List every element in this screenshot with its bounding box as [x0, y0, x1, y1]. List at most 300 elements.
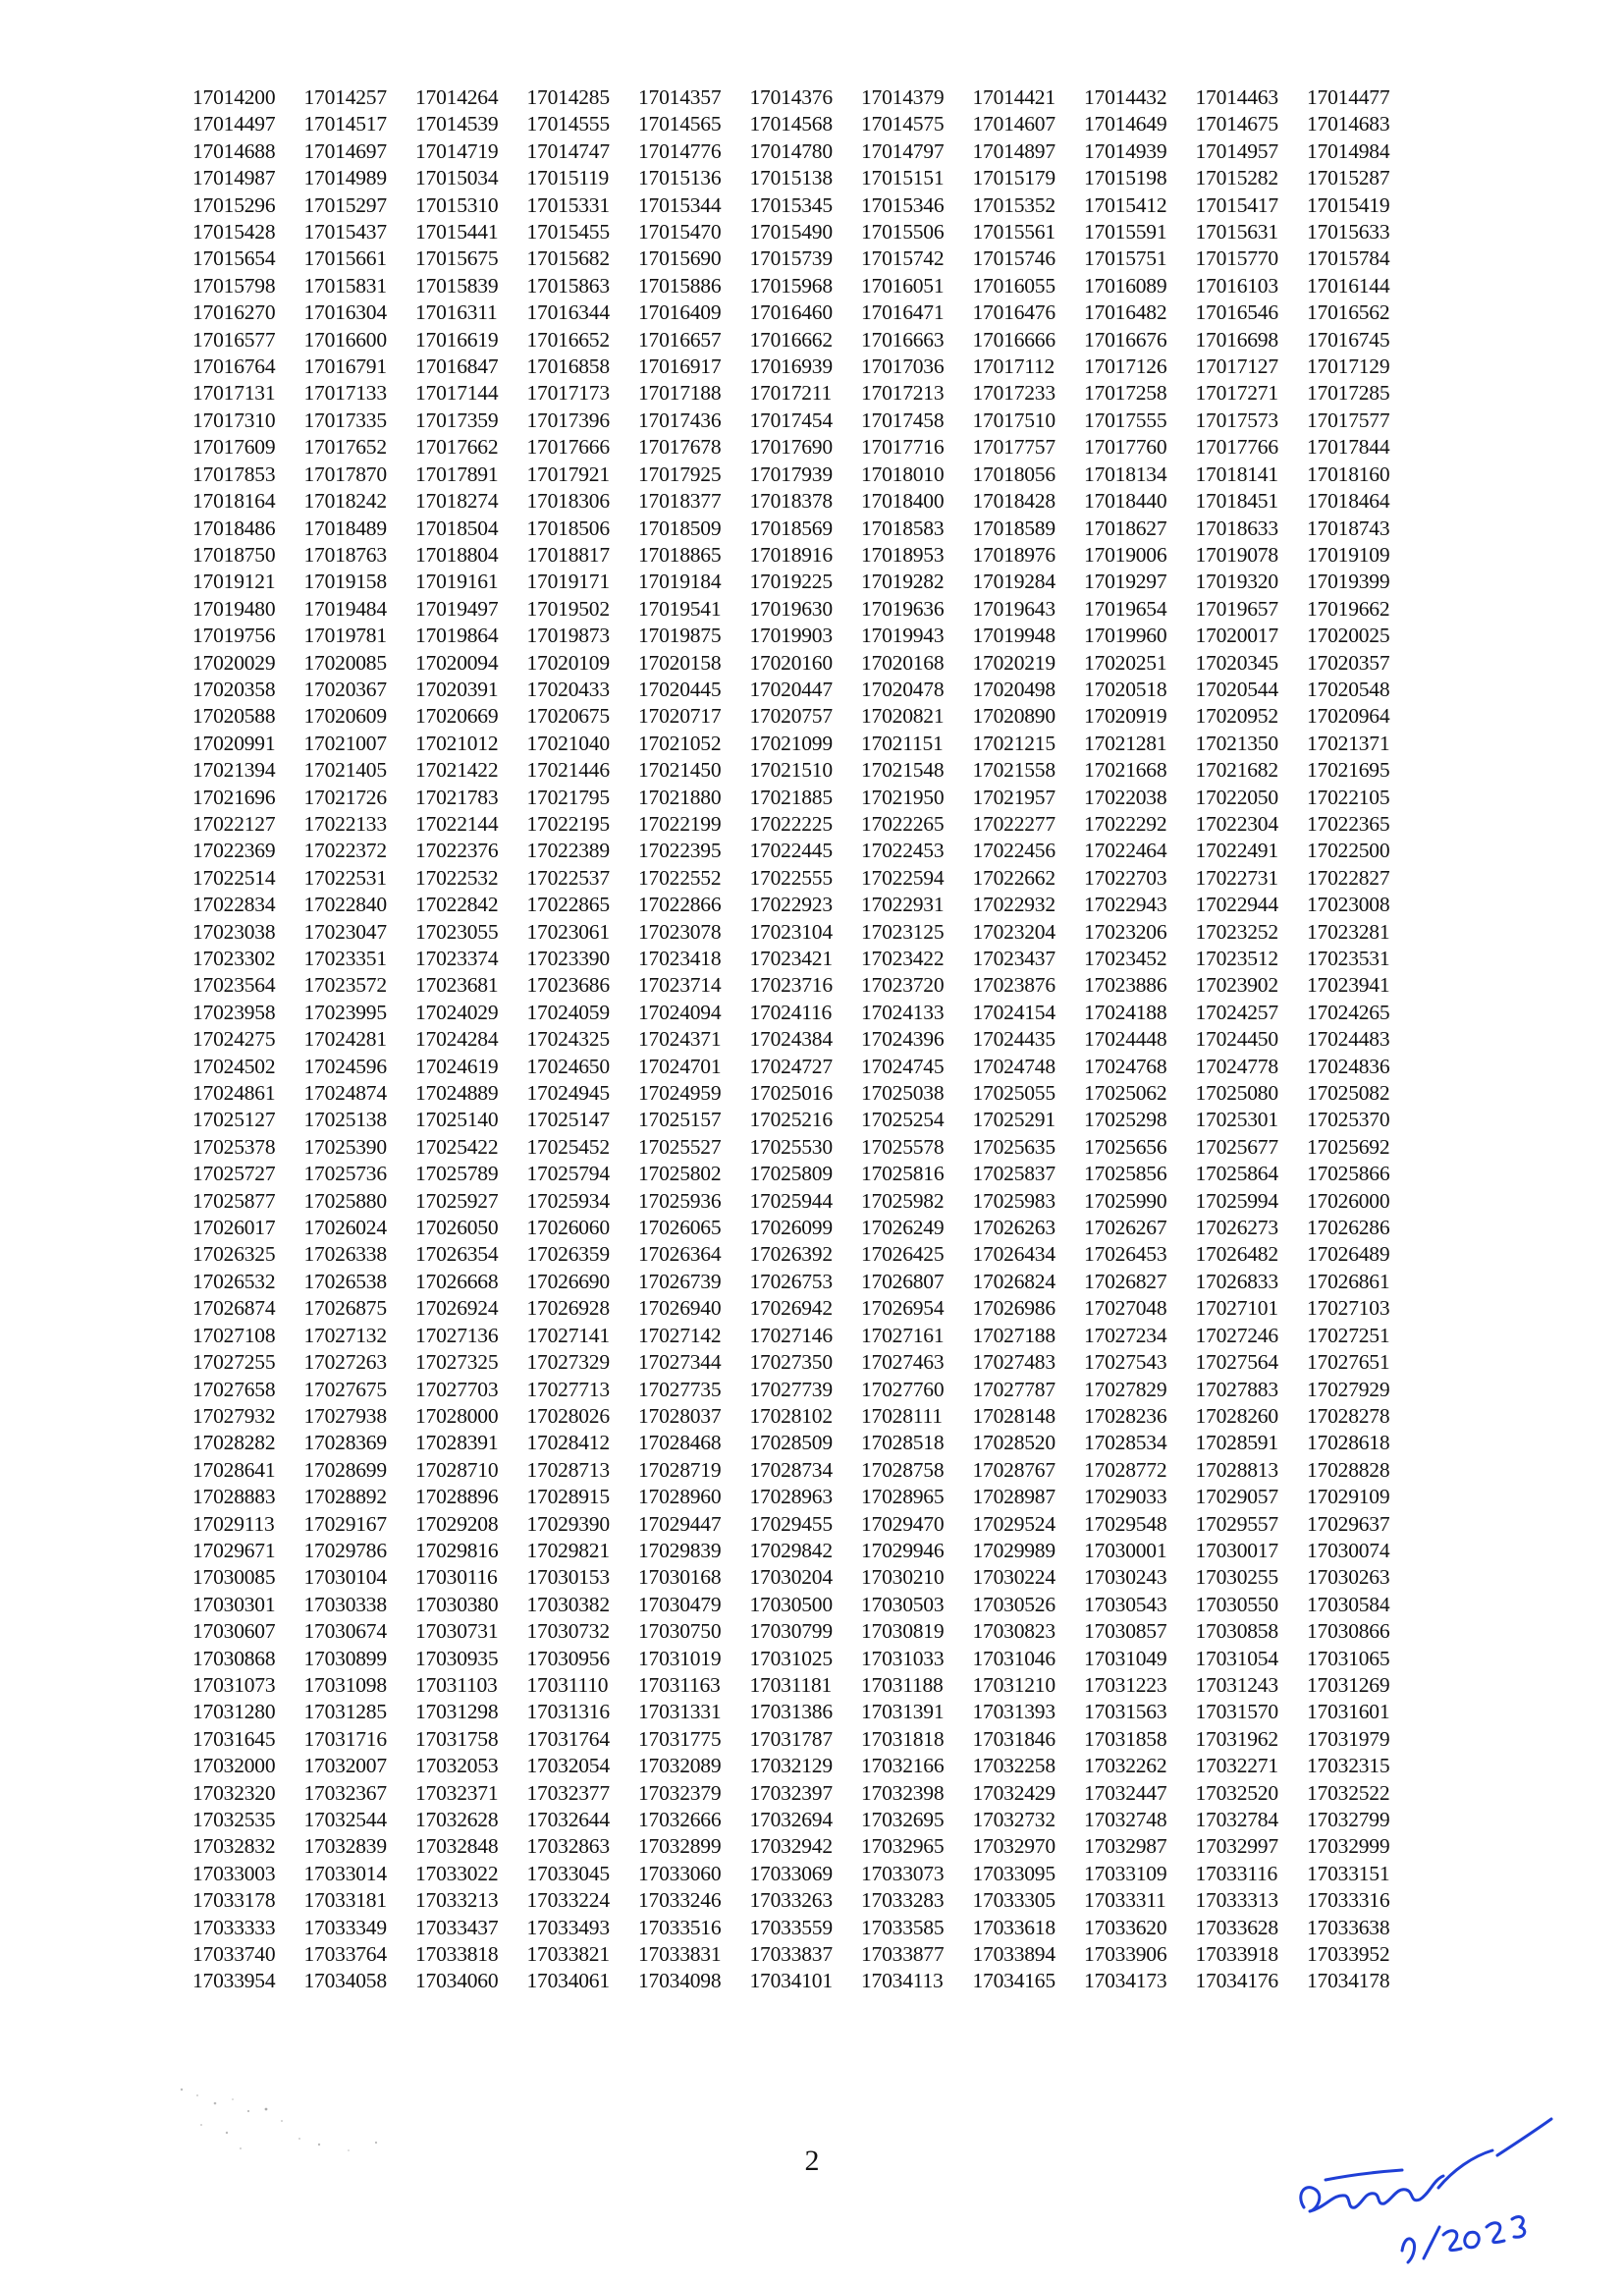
roll-number: 17019320: [1195, 570, 1278, 594]
roll-number: 17015138: [749, 166, 833, 190]
roll-number: 17031103: [415, 1672, 498, 1697]
number-row: [192, 1215, 1419, 1241]
roll-number: 17020345: [1195, 650, 1278, 675]
roll-number: 17025736: [303, 1162, 387, 1186]
roll-number: 17022840: [303, 893, 387, 917]
roll-number: 17018242: [303, 489, 387, 514]
roll-number: 17027564: [1195, 1350, 1278, 1375]
roll-number: 17027251: [1307, 1323, 1390, 1347]
roll-number: 17032899: [638, 1834, 722, 1859]
roll-number: 17018428: [972, 489, 1056, 514]
roll-number: 17023104: [749, 919, 833, 944]
number-row: [192, 273, 1419, 299]
roll-number: 17017258: [1084, 381, 1167, 406]
roll-number: 17017310: [192, 408, 276, 432]
roll-number: 17023418: [638, 947, 722, 970]
roll-number: 17027350: [749, 1350, 833, 1375]
roll-number: 17015633: [1307, 220, 1390, 244]
number-row: [192, 1538, 1419, 1564]
roll-number: 17024874: [303, 1081, 387, 1106]
signature: [1286, 2111, 1561, 2268]
roll-number: 17015798: [192, 273, 276, 298]
roll-number: 17031645: [192, 1726, 276, 1751]
roll-number: 17026338: [303, 1242, 387, 1267]
roll-number: 17020445: [638, 677, 722, 701]
roll-number: 17026532: [192, 1269, 276, 1293]
number-row: [192, 1941, 1419, 1968]
roll-number: 17022662: [972, 865, 1056, 890]
roll-number: 17019636: [861, 596, 945, 621]
roll-number: 17025147: [526, 1108, 610, 1132]
roll-number: 17023681: [415, 973, 499, 998]
roll-number: 17022944: [1195, 893, 1278, 917]
roll-number: 17032371: [415, 1780, 499, 1805]
roll-number: 17025816: [861, 1162, 945, 1186]
roll-number: 17022491: [1195, 839, 1278, 863]
roll-number: 17019756: [192, 624, 276, 648]
number-row: [192, 1107, 1419, 1133]
roll-number: 17025802: [638, 1162, 722, 1186]
roll-number: 17023572: [303, 973, 387, 998]
roll-number: 17027188: [972, 1323, 1056, 1347]
roll-number: 17027103: [1307, 1296, 1390, 1321]
roll-number: 17014607: [972, 112, 1056, 136]
roll-number: 17030868: [192, 1646, 276, 1670]
roll-number: 17022923: [749, 893, 833, 917]
roll-number: 17022265: [861, 811, 945, 836]
roll-number: 17014897: [972, 138, 1056, 163]
number-row: [192, 785, 1419, 811]
roll-number: 17020358: [192, 677, 276, 701]
roll-number: 17024257: [1195, 1000, 1278, 1024]
roll-number: 17025378: [192, 1134, 276, 1159]
roll-number: 17023038: [192, 919, 276, 944]
roll-number: 17034178: [1307, 1969, 1390, 1993]
roll-number: 17032166: [861, 1754, 945, 1778]
roll-number: 17031298: [415, 1700, 499, 1724]
roll-number: 17020447: [749, 677, 833, 701]
roll-number: 17024596: [303, 1054, 387, 1078]
roll-number: 17018134: [1084, 462, 1167, 486]
roll-number: 17025291: [972, 1108, 1056, 1132]
number-row: [192, 1968, 1419, 1994]
roll-number: 17015839: [415, 273, 499, 298]
roll-number: 17031764: [526, 1726, 610, 1751]
roll-number: 17032695: [861, 1808, 945, 1831]
roll-number: 17024059: [526, 1000, 610, 1024]
roll-number: 17026453: [1084, 1242, 1167, 1267]
roll-number: 17022703: [1084, 865, 1167, 890]
number-row: [192, 1080, 1419, 1107]
roll-number: 17033116: [1195, 1861, 1278, 1885]
roll-number: 17030153: [526, 1565, 610, 1590]
roll-number: 17034058: [303, 1969, 387, 1993]
roll-number: 17033224: [526, 1888, 610, 1913]
roll-number: 17022389: [526, 839, 610, 863]
roll-number: 17016471: [861, 300, 945, 325]
roll-number: 17022931: [861, 893, 945, 917]
roll-number: 17014683: [1307, 112, 1390, 136]
roll-number: 17018377: [638, 489, 722, 514]
roll-number: 17018509: [638, 516, 722, 540]
roll-number: 17028278: [1307, 1403, 1390, 1428]
roll-number: 17028767: [972, 1457, 1056, 1482]
roll-number: 17025877: [192, 1188, 276, 1213]
roll-number: 17031280: [192, 1700, 276, 1724]
roll-number: 17027263: [303, 1350, 387, 1375]
roll-number: 17031846: [972, 1726, 1056, 1751]
roll-number: 17017853: [192, 462, 276, 486]
roll-number: 17032089: [638, 1754, 722, 1778]
roll-number: 17023281: [1307, 919, 1390, 944]
number-row: [192, 892, 1419, 918]
roll-number: 17016619: [415, 327, 499, 352]
roll-number: 17025982: [861, 1188, 945, 1213]
roll-number: 17030263: [1307, 1565, 1390, 1590]
roll-number: 17023531: [1307, 947, 1390, 970]
roll-number: 17017760: [1084, 435, 1167, 460]
roll-number: 17026249: [861, 1216, 945, 1240]
roll-number: 17028734: [749, 1457, 833, 1482]
roll-number: 17022133: [303, 811, 387, 836]
roll-number: 17015198: [1084, 166, 1167, 190]
number-row: [192, 111, 1419, 137]
roll-number: 17028963: [749, 1485, 833, 1509]
roll-number: 17023055: [415, 919, 499, 944]
roll-number: 17030866: [1307, 1619, 1390, 1644]
roll-number: 17017716: [861, 435, 945, 460]
roll-number: 17033516: [638, 1915, 722, 1939]
roll-number: 17020357: [1307, 650, 1390, 675]
roll-number: 17030380: [415, 1592, 499, 1616]
roll-number: 17017211: [749, 381, 833, 406]
roll-number: 17033109: [1084, 1861, 1167, 1885]
roll-number: 17027651: [1307, 1350, 1390, 1375]
roll-number: 17018164: [192, 489, 276, 514]
roll-number: 17019630: [749, 596, 833, 621]
roll-number: 17030479: [638, 1592, 722, 1616]
roll-number: 17022050: [1195, 785, 1278, 809]
roll-number: 17023351: [303, 947, 387, 970]
roll-number: 17032520: [1195, 1780, 1278, 1805]
roll-number: 17033060: [638, 1861, 722, 1885]
roll-number-table-body: [192, 84, 1419, 1995]
roll-number: 17023512: [1195, 947, 1278, 970]
roll-number: 17032694: [749, 1808, 833, 1831]
roll-number: 17021405: [303, 758, 387, 783]
roll-number: 17017577: [1307, 408, 1390, 432]
roll-number: 17034061: [526, 1969, 610, 1993]
roll-number: 17033263: [749, 1888, 833, 1913]
roll-number: 17026827: [1084, 1269, 1167, 1293]
roll-number: 17021422: [415, 758, 499, 783]
roll-number: 17018976: [972, 542, 1056, 567]
roll-number: 17016051: [861, 273, 945, 298]
roll-number: 17030085: [192, 1565, 276, 1590]
number-row: [192, 1618, 1419, 1645]
roll-number: 17021446: [526, 758, 610, 783]
roll-number: 17033559: [749, 1915, 833, 1939]
roll-number: 17026538: [303, 1269, 387, 1293]
roll-number: 17026267: [1084, 1216, 1167, 1240]
roll-number: 17014517: [303, 112, 387, 136]
number-row: [192, 1295, 1419, 1322]
roll-number: 17025055: [972, 1081, 1056, 1106]
roll-number: 17020094: [415, 650, 499, 675]
roll-number: 17016917: [638, 354, 722, 379]
roll-number: 17025016: [749, 1081, 833, 1106]
roll-number-table: [192, 84, 1419, 1995]
roll-number: 17031331: [638, 1700, 722, 1724]
roll-number: 17031033: [861, 1646, 945, 1670]
roll-number: 17028000: [415, 1403, 499, 1428]
roll-number: 17030104: [303, 1565, 387, 1590]
roll-number: 17033283: [861, 1888, 945, 1913]
roll-number: 17029524: [972, 1511, 1056, 1536]
roll-number: 17016460: [749, 300, 833, 325]
number-row: [192, 838, 1419, 864]
roll-number: 17033954: [192, 1969, 276, 1993]
roll-number: 17031563: [1084, 1700, 1167, 1724]
roll-number: 17015310: [415, 192, 499, 217]
number-row: [192, 1592, 1419, 1618]
roll-number: 17034113: [861, 1969, 944, 1993]
roll-number: 17031391: [861, 1700, 945, 1724]
roll-number: 17025452: [526, 1134, 610, 1159]
roll-number: 17024889: [415, 1081, 499, 1106]
roll-number: 17032315: [1307, 1754, 1390, 1778]
roll-number: 17030584: [1307, 1592, 1390, 1616]
roll-number: 17028713: [526, 1457, 610, 1482]
roll-number: 17018743: [1307, 516, 1390, 540]
roll-number: 17025677: [1195, 1134, 1278, 1159]
roll-number: 17031601: [1307, 1700, 1390, 1724]
roll-number: 17020717: [638, 704, 722, 729]
roll-number: 17024861: [192, 1081, 276, 1106]
roll-number: 17015136: [638, 166, 722, 190]
roll-number: 17020367: [303, 677, 387, 701]
roll-number: 17032997: [1195, 1834, 1278, 1859]
roll-number: 17023204: [972, 919, 1056, 944]
roll-number: 17014565: [638, 112, 722, 136]
roll-number: 17027883: [1195, 1377, 1278, 1401]
roll-number: 17027329: [526, 1350, 610, 1375]
roll-number: 17033952: [1307, 1942, 1390, 1967]
roll-number: 17025157: [638, 1108, 722, 1132]
roll-number: 17033003: [192, 1861, 276, 1885]
roll-number: 17022292: [1084, 811, 1167, 836]
roll-number: 17027675: [303, 1377, 387, 1401]
roll-number: 17014497: [192, 112, 276, 136]
roll-number: 17030823: [972, 1619, 1056, 1644]
roll-number: 17024094: [638, 1000, 722, 1024]
roll-number: 17023125: [861, 919, 945, 944]
roll-number: 17015690: [638, 246, 722, 271]
roll-number: 17017844: [1307, 435, 1390, 460]
number-row: [192, 542, 1419, 569]
roll-number: 17033246: [638, 1888, 722, 1913]
roll-number: 17021510: [749, 758, 833, 783]
roll-number: 17015770: [1195, 246, 1278, 271]
roll-number: 17026833: [1195, 1269, 1278, 1293]
roll-number: 17026874: [192, 1296, 276, 1321]
roll-number: 17014379: [861, 85, 945, 109]
roll-number: 17015561: [972, 220, 1056, 244]
number-row: [192, 1377, 1419, 1403]
roll-number: 17019960: [1084, 624, 1167, 648]
roll-number: 17029989: [972, 1538, 1056, 1562]
number-row: [192, 84, 1419, 111]
roll-number: 17018504: [415, 516, 499, 540]
roll-number: 17024483: [1307, 1027, 1390, 1052]
roll-number: 17029816: [415, 1538, 499, 1562]
roll-number: 17024745: [861, 1054, 945, 1078]
roll-number: 17022500: [1307, 839, 1390, 863]
roll-number: 17016409: [638, 300, 722, 325]
roll-number: 17020919: [1084, 704, 1167, 729]
roll-number: 17017555: [1084, 408, 1167, 432]
roll-number: 17022369: [192, 839, 276, 863]
roll-number: 17028102: [749, 1403, 833, 1428]
number-row: [192, 946, 1419, 972]
roll-number: 17028719: [638, 1457, 722, 1482]
roll-number: 17029821: [526, 1538, 610, 1562]
roll-number: 17026739: [638, 1269, 722, 1293]
roll-number: 17016657: [638, 327, 722, 352]
roll-number: 17017766: [1195, 435, 1278, 460]
roll-number: 17019541: [638, 596, 722, 621]
roll-number: 17024768: [1084, 1054, 1167, 1078]
roll-number: 17027255: [192, 1350, 276, 1375]
roll-number: 17029033: [1084, 1485, 1167, 1509]
number-row: [192, 1188, 1419, 1215]
roll-number: 17019171: [526, 570, 610, 594]
roll-number: 17017573: [1195, 408, 1278, 432]
roll-number: 17023564: [192, 973, 276, 998]
roll-number: 17031073: [192, 1672, 276, 1697]
roll-number: 17032397: [749, 1780, 833, 1805]
roll-number: 17030255: [1195, 1565, 1278, 1590]
roll-number: 17024650: [526, 1054, 610, 1078]
roll-number: 17030543: [1084, 1592, 1167, 1616]
roll-number: 17017925: [638, 462, 722, 486]
roll-number: 17030210: [861, 1565, 945, 1590]
roll-number: 17027142: [638, 1323, 722, 1347]
roll-number: 17024945: [526, 1081, 610, 1106]
roll-number: 17024188: [1084, 1000, 1167, 1024]
roll-number: 17023452: [1084, 947, 1167, 970]
roll-number: 17016546: [1195, 300, 1278, 325]
roll-number: 17021695: [1307, 758, 1390, 783]
roll-number: 17030732: [526, 1619, 610, 1644]
roll-number: 17016745: [1307, 327, 1390, 352]
roll-number: 17025140: [415, 1108, 499, 1132]
roll-number: 17020498: [972, 677, 1056, 701]
roll-number: 17025527: [638, 1134, 722, 1159]
roll-number: 17023047: [303, 919, 387, 944]
roll-number: 17025936: [638, 1188, 722, 1213]
number-row: [192, 731, 1419, 757]
roll-number: 17015751: [1084, 246, 1167, 271]
roll-number: 17033178: [192, 1888, 276, 1913]
roll-number: 17032447: [1084, 1780, 1167, 1805]
roll-number: 17015419: [1307, 192, 1390, 217]
roll-number: 17029113: [192, 1511, 275, 1536]
roll-number: 17032628: [415, 1808, 499, 1831]
roll-number: 17016144: [1307, 273, 1390, 298]
roll-number: 17027543: [1084, 1350, 1167, 1375]
roll-number: 17020991: [192, 731, 276, 755]
roll-number: 17024133: [861, 1000, 945, 1024]
roll-number: 17026065: [638, 1216, 722, 1240]
roll-number: 17032377: [526, 1780, 610, 1805]
roll-number: 17015739: [749, 246, 833, 271]
roll-number: 17019109: [1307, 542, 1390, 567]
roll-number: 17022453: [861, 839, 945, 863]
roll-number: 17015179: [972, 166, 1056, 190]
roll-number: 17020017: [1195, 624, 1278, 648]
roll-number: 17016482: [1084, 300, 1167, 325]
roll-number: 17029390: [526, 1511, 610, 1536]
roll-number: 17018763: [303, 542, 387, 567]
roll-number: 17024284: [415, 1027, 499, 1052]
roll-number: 17016663: [861, 327, 945, 352]
roll-number: 17031223: [1084, 1672, 1167, 1697]
number-row: [192, 165, 1419, 191]
roll-number: 17015831: [303, 273, 387, 298]
roll-number: 17022514: [192, 865, 276, 890]
roll-number: 17018627: [1084, 516, 1167, 540]
roll-number: 17029447: [638, 1511, 722, 1536]
roll-number: 17021885: [749, 785, 833, 809]
number-row: [192, 408, 1419, 434]
number-row: [192, 1915, 1419, 1941]
roll-number: 17018274: [415, 489, 499, 514]
number-row: [192, 1484, 1419, 1510]
roll-number: 17033818: [415, 1942, 499, 1967]
roll-number: 17020669: [415, 704, 499, 729]
roll-number: 17016304: [303, 300, 387, 325]
roll-number: 17018489: [303, 516, 387, 540]
roll-number: 17016344: [526, 300, 610, 325]
number-row: [192, 1241, 1419, 1268]
roll-number: 17033821: [526, 1942, 610, 1967]
roll-number: 17030799: [749, 1619, 833, 1644]
roll-number: 17021950: [861, 785, 945, 809]
roll-number: 17031054: [1195, 1646, 1278, 1670]
roll-number: 17032848: [415, 1834, 499, 1859]
roll-number: 17017921: [526, 462, 610, 486]
roll-number: 17027344: [638, 1350, 722, 1375]
number-row: [192, 623, 1419, 649]
roll-number: 17027787: [972, 1377, 1056, 1401]
roll-number: 17034165: [972, 1969, 1056, 1993]
roll-number: 17018589: [972, 516, 1056, 540]
roll-number: 17025864: [1195, 1162, 1278, 1186]
roll-number: 17017131: [192, 381, 276, 406]
roll-number: 17015034: [415, 166, 499, 190]
roll-number: 17032863: [526, 1834, 610, 1859]
roll-number: 17026861: [1307, 1269, 1390, 1293]
roll-number: 17014376: [749, 85, 833, 109]
roll-number: 17022144: [415, 811, 499, 836]
number-row: [192, 1672, 1419, 1699]
roll-number: 17032839: [303, 1834, 387, 1859]
roll-number: 17026050: [415, 1216, 499, 1240]
number-row: [192, 1726, 1419, 1753]
roll-number: 17028828: [1307, 1457, 1390, 1482]
roll-number: 17015345: [749, 192, 833, 217]
